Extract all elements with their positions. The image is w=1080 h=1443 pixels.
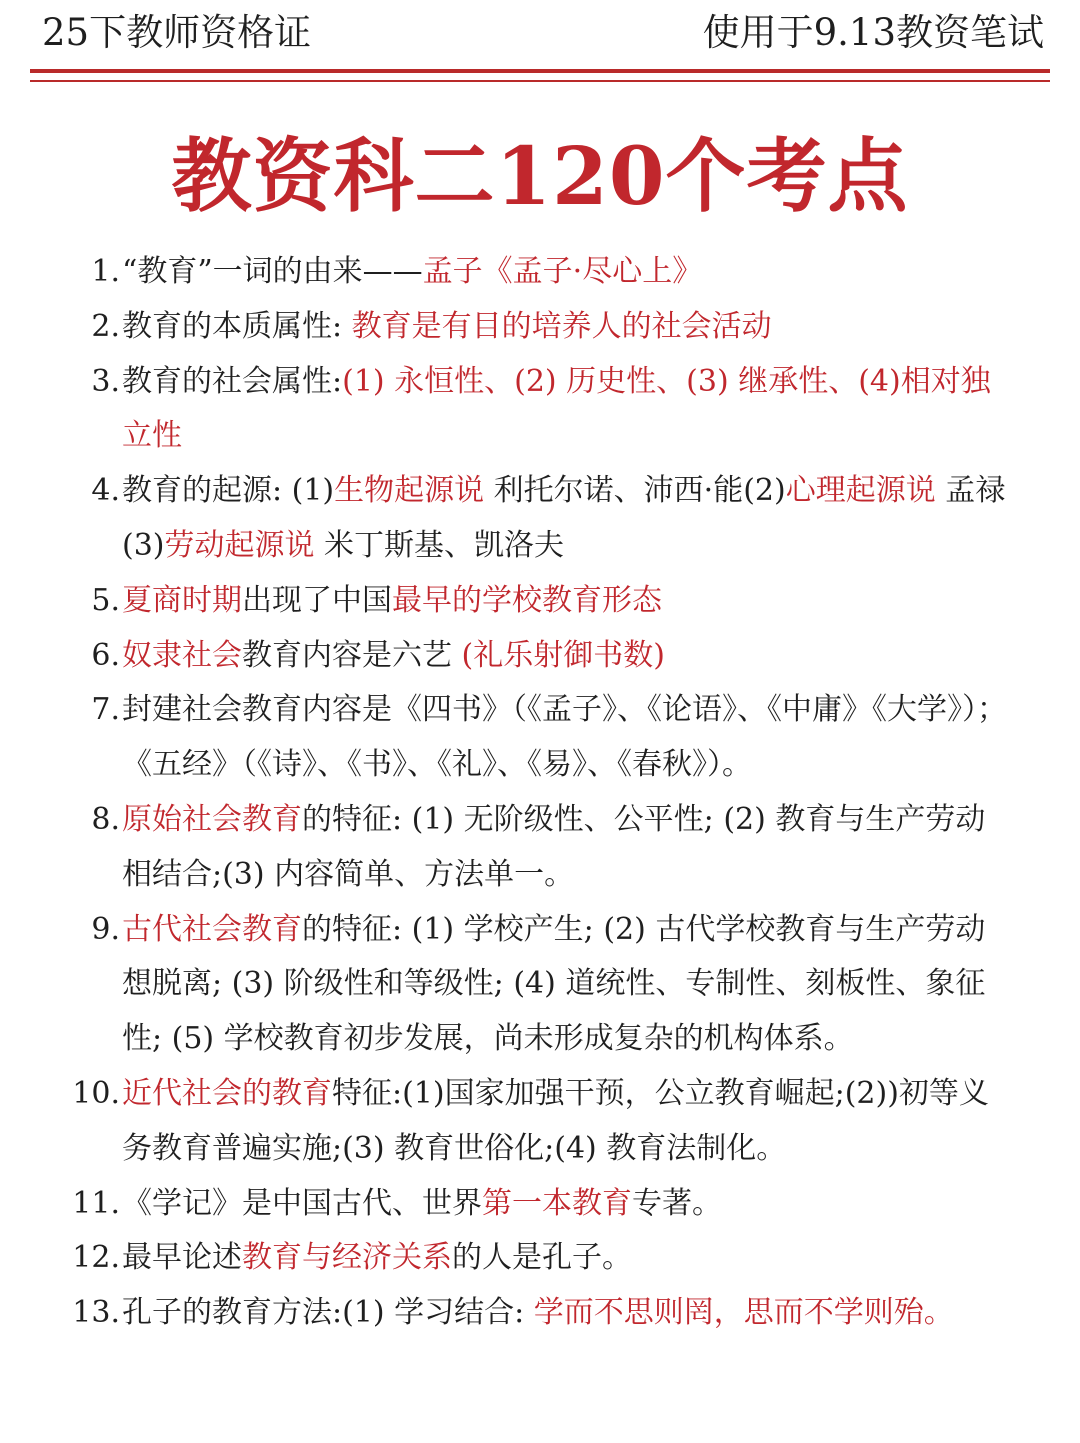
list-item [0,903,1080,1067]
list-item [0,793,1080,903]
page-title: 教资科二120个考点 [171,129,909,223]
exam-date-tag: 使用于9.13教资笔试 [702,11,1044,54]
header-rule-thick [30,69,1050,73]
highlight-text: 古代社会教育 [122,911,302,947]
item-number: 9. [91,911,120,947]
item-text: 教育的社会属性: [122,363,343,399]
item-number: 10. [72,1075,120,1111]
item-text: 教育的本质属性: [122,308,352,344]
highlight-text: (礼乐射御书数) [461,637,665,673]
highlight-text: (1) 永恒性、(2) 历史性、(3) 继承性、(4)相对独立性 [122,363,991,454]
highlight-text: 孟子《孟子·尽心上》 [422,254,703,289]
list-item [0,464,1080,574]
item-text: 孔子的教育方法:(1) 学习结合: [122,1295,534,1331]
item-number: 1. [91,254,120,289]
item-text: 专著。 [632,1185,722,1221]
item-number: 5. [91,582,120,618]
list-item [0,355,1080,465]
highlight-text: 心理起源说 [785,473,936,509]
highlight-text: 教育与经济关系 [242,1240,452,1276]
list-item [0,1067,1080,1177]
item-text: 的特征: (1) 无阶级性、公平性; (2) 教育与生产劳动相结合;(3) 内容简单、方法单一。 [122,801,986,892]
item-number: 6. [91,637,120,673]
item-number: 11. [72,1185,120,1221]
item-text: “教育”一词的由来—— [122,254,423,289]
item-number: 13. [72,1295,120,1331]
item-text: 封建社会教育内容是《四书》（《孟子》、《论语》、《中庸》《大学》）；《五经》（《诗》、《书》、《礼》、《易》、《春秋》）。 [122,692,1007,783]
highlight-text: 第一本教育 [482,1185,632,1221]
header-bar [0,0,1080,66]
highlight-text: 奴隶社会 [122,637,242,673]
highlight-text: 原始社会教育 [122,801,302,837]
item-text: 最早论述 [122,1240,242,1276]
item-text: 特征:(1)国家加强干预，公立教育崛起;(2))初等义务教育普遍实施;(3) 教育世俗化;(4) 教育法制化。 [122,1075,989,1166]
item-number: 12. [72,1240,120,1276]
item-text: 利托尔诺、沛西·能(2) [484,473,786,509]
item-text: 的人是孔子。 [452,1240,632,1276]
exam-tag: 25下教师资格证 [42,11,312,54]
item-text: 《学记》是中国古代、世界 [122,1185,482,1221]
item-text: 孟禄 (3) [122,473,1006,563]
list-item [0,629,1080,684]
list-item [0,1231,1080,1286]
highlight-text: 近代社会的教育 [122,1075,332,1111]
highlight-text: 教育是有目的培养人的社会活动 [351,308,772,344]
key-points-list [0,245,1080,1341]
item-text: 教育的起源: (1) [122,473,335,509]
item-text: 的特征: (1) 学校产生; (2) 古代学校教育与生产劳动想脱离; (3) 阶级性和等级性; (4) 道统性、专制性、刻板性、象征性; (5) 学校教育初步发展，尚未形成复杂的机构体系。 [122,911,986,1057]
highlight-text: 学而不思则罔，思而不学则殆。 [533,1295,954,1331]
item-number: 3. [91,363,120,399]
highlight-text: 夏商时期 [122,582,242,618]
item-number: 4. [91,473,120,509]
highlight-text: 生物起源说 [334,473,485,509]
item-text: 教育内容是六艺 [242,637,462,673]
item-number: 2. [91,308,120,344]
list-item [0,300,1080,355]
list-item [0,1177,1080,1232]
list-item [0,683,1080,793]
list-item [0,1286,1080,1341]
list-item [0,245,1080,300]
highlight-text: 最早的学校教育形态 [392,582,662,618]
item-number: 7. [91,692,120,728]
header-rule-thin [30,80,1050,82]
list-item [0,574,1080,629]
highlight-text: 劳动起源说 [164,527,315,563]
item-number: 8. [91,801,120,837]
item-text: 米丁斯基、凯洛夫 [314,527,565,563]
item-text: 出现了中国 [242,582,392,618]
